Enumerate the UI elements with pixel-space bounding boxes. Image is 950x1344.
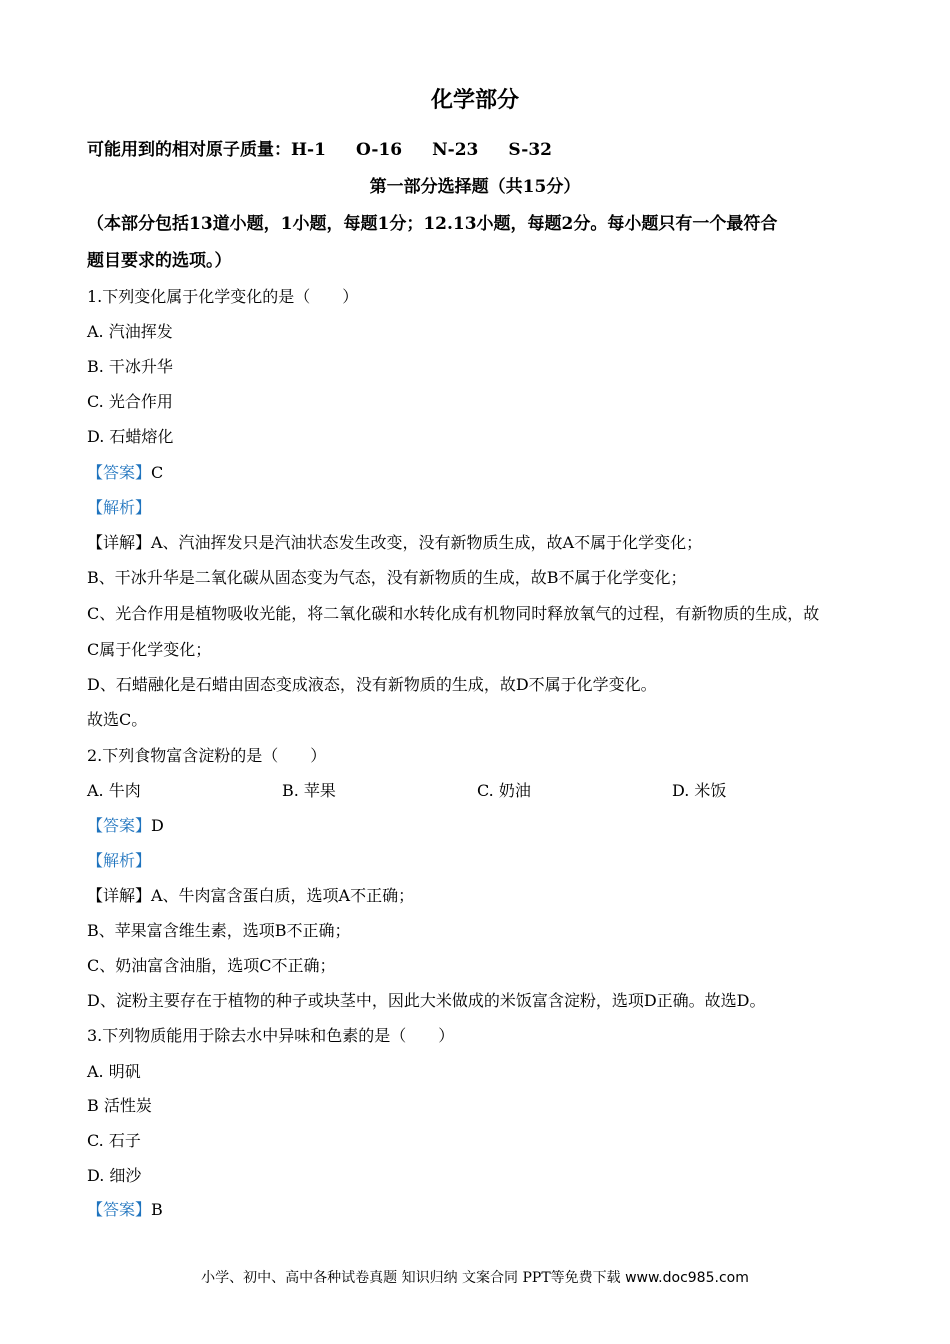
atomic-mass-label: 可能用到的相对原子质量： xyxy=(87,140,291,160)
q3-answer xyxy=(87,1199,880,1221)
q2-detail-4: D、淀粉主要存在于植物的种子或块茎中，因此大米做成的米饭富含淀粉，选项D正确。故选D。 xyxy=(87,991,766,1010)
atomic-mass-line xyxy=(87,139,880,161)
q2-option-b: B. 苹果 xyxy=(282,781,336,800)
q2-option-a: A. 牛肉 xyxy=(87,781,141,800)
q1-answer-value: C xyxy=(151,463,164,482)
q1-detail-1: 【详解】A、汽油挥发只是汽油状态发生改变，没有新物质生成，故A不属于化学变化； xyxy=(87,533,703,552)
q3-answer-value: B xyxy=(151,1200,163,1219)
answer-tag: 【答案】 xyxy=(87,816,152,835)
q1-option-c: C. 光合作用 xyxy=(87,392,173,411)
q2-stem: 2.下列食物富含淀粉的是（ ） xyxy=(87,746,327,765)
q1-option-a: A. 汽油挥发 xyxy=(87,322,173,341)
q1-detail-2: B、干冰升华是二氧化碳从固态变为气态，没有新物质的生成，故B不属于化学变化； xyxy=(87,568,687,587)
q1-analysis-tag: 【解析】 xyxy=(87,498,152,517)
q1-option-b: B. 干冰升华 xyxy=(87,357,173,376)
answer-tag: 【答案】 xyxy=(87,463,152,482)
section-note-line-1: （本部分包括13道小题，1小题，每题1分；12.13小题，每题2分。每小题只有一个最符合 xyxy=(87,214,778,234)
q3-option-c: C. 石子 xyxy=(87,1131,141,1150)
q2-option-c: C. 奶油 xyxy=(477,781,531,800)
q1-stem: 1.下列变化属于化学变化的是（ ） xyxy=(87,287,359,306)
section-note-line-2: 题目要求的选项。） xyxy=(87,251,232,271)
q3-stem: 3.下列物质能用于除去水中异味和色素的是（ ） xyxy=(87,1026,455,1045)
q1-detail-5: D、石蜡融化是石蜡由固态变成液态，没有新物质的生成，故D不属于化学变化。 xyxy=(87,675,657,694)
q2-detail-3: C、奶油富含油脂，选项C不正确； xyxy=(87,956,336,975)
mass-s: S-32 xyxy=(508,140,552,160)
mass-h: H-1 xyxy=(291,140,326,160)
q1-answer xyxy=(87,462,880,484)
q2-answer-value: D xyxy=(151,816,164,835)
q2-options xyxy=(87,780,880,802)
footer-url[interactable]: www.doc985.com xyxy=(625,1270,749,1286)
q2-analysis-tag: 【解析】 xyxy=(87,851,152,870)
answer-tag: 【答案】 xyxy=(87,1200,152,1219)
page-title: 化学部分 xyxy=(430,87,519,113)
page-footer xyxy=(0,1268,950,1288)
section-title: 第一部分选择题（共15分） xyxy=(369,177,581,197)
footer-text: 小学、初中、高中各种试卷真题 知识归纳 文案合同 PPT等免费下载 xyxy=(201,1270,621,1286)
mass-o: O-16 xyxy=(355,140,403,160)
q2-option-d: D. 米饭 xyxy=(672,781,727,800)
q1-detail-6: 故选C。 xyxy=(87,710,148,729)
q2-detail-1: 【详解】A、牛肉富含蛋白质，选项A不正确； xyxy=(87,886,415,905)
q1-detail-4: C属于化学变化； xyxy=(87,640,212,659)
q2-detail-2: B、苹果富含维生素，选项B不正确； xyxy=(87,921,351,940)
q2-answer xyxy=(87,815,880,837)
q3-option-b: B 活性炭 xyxy=(87,1096,152,1115)
q3-option-d: D. 细沙 xyxy=(87,1166,142,1185)
q1-option-d: D. 石蜡熔化 xyxy=(87,427,174,446)
mass-n: N-23 xyxy=(432,140,479,160)
q1-detail-3: C、光合作用是植物吸收光能，将二氧化碳和水转化成有机物同时释放氧气的过程，有新物质的生成，故 xyxy=(87,604,820,623)
q3-option-a: A. 明矾 xyxy=(87,1062,141,1081)
